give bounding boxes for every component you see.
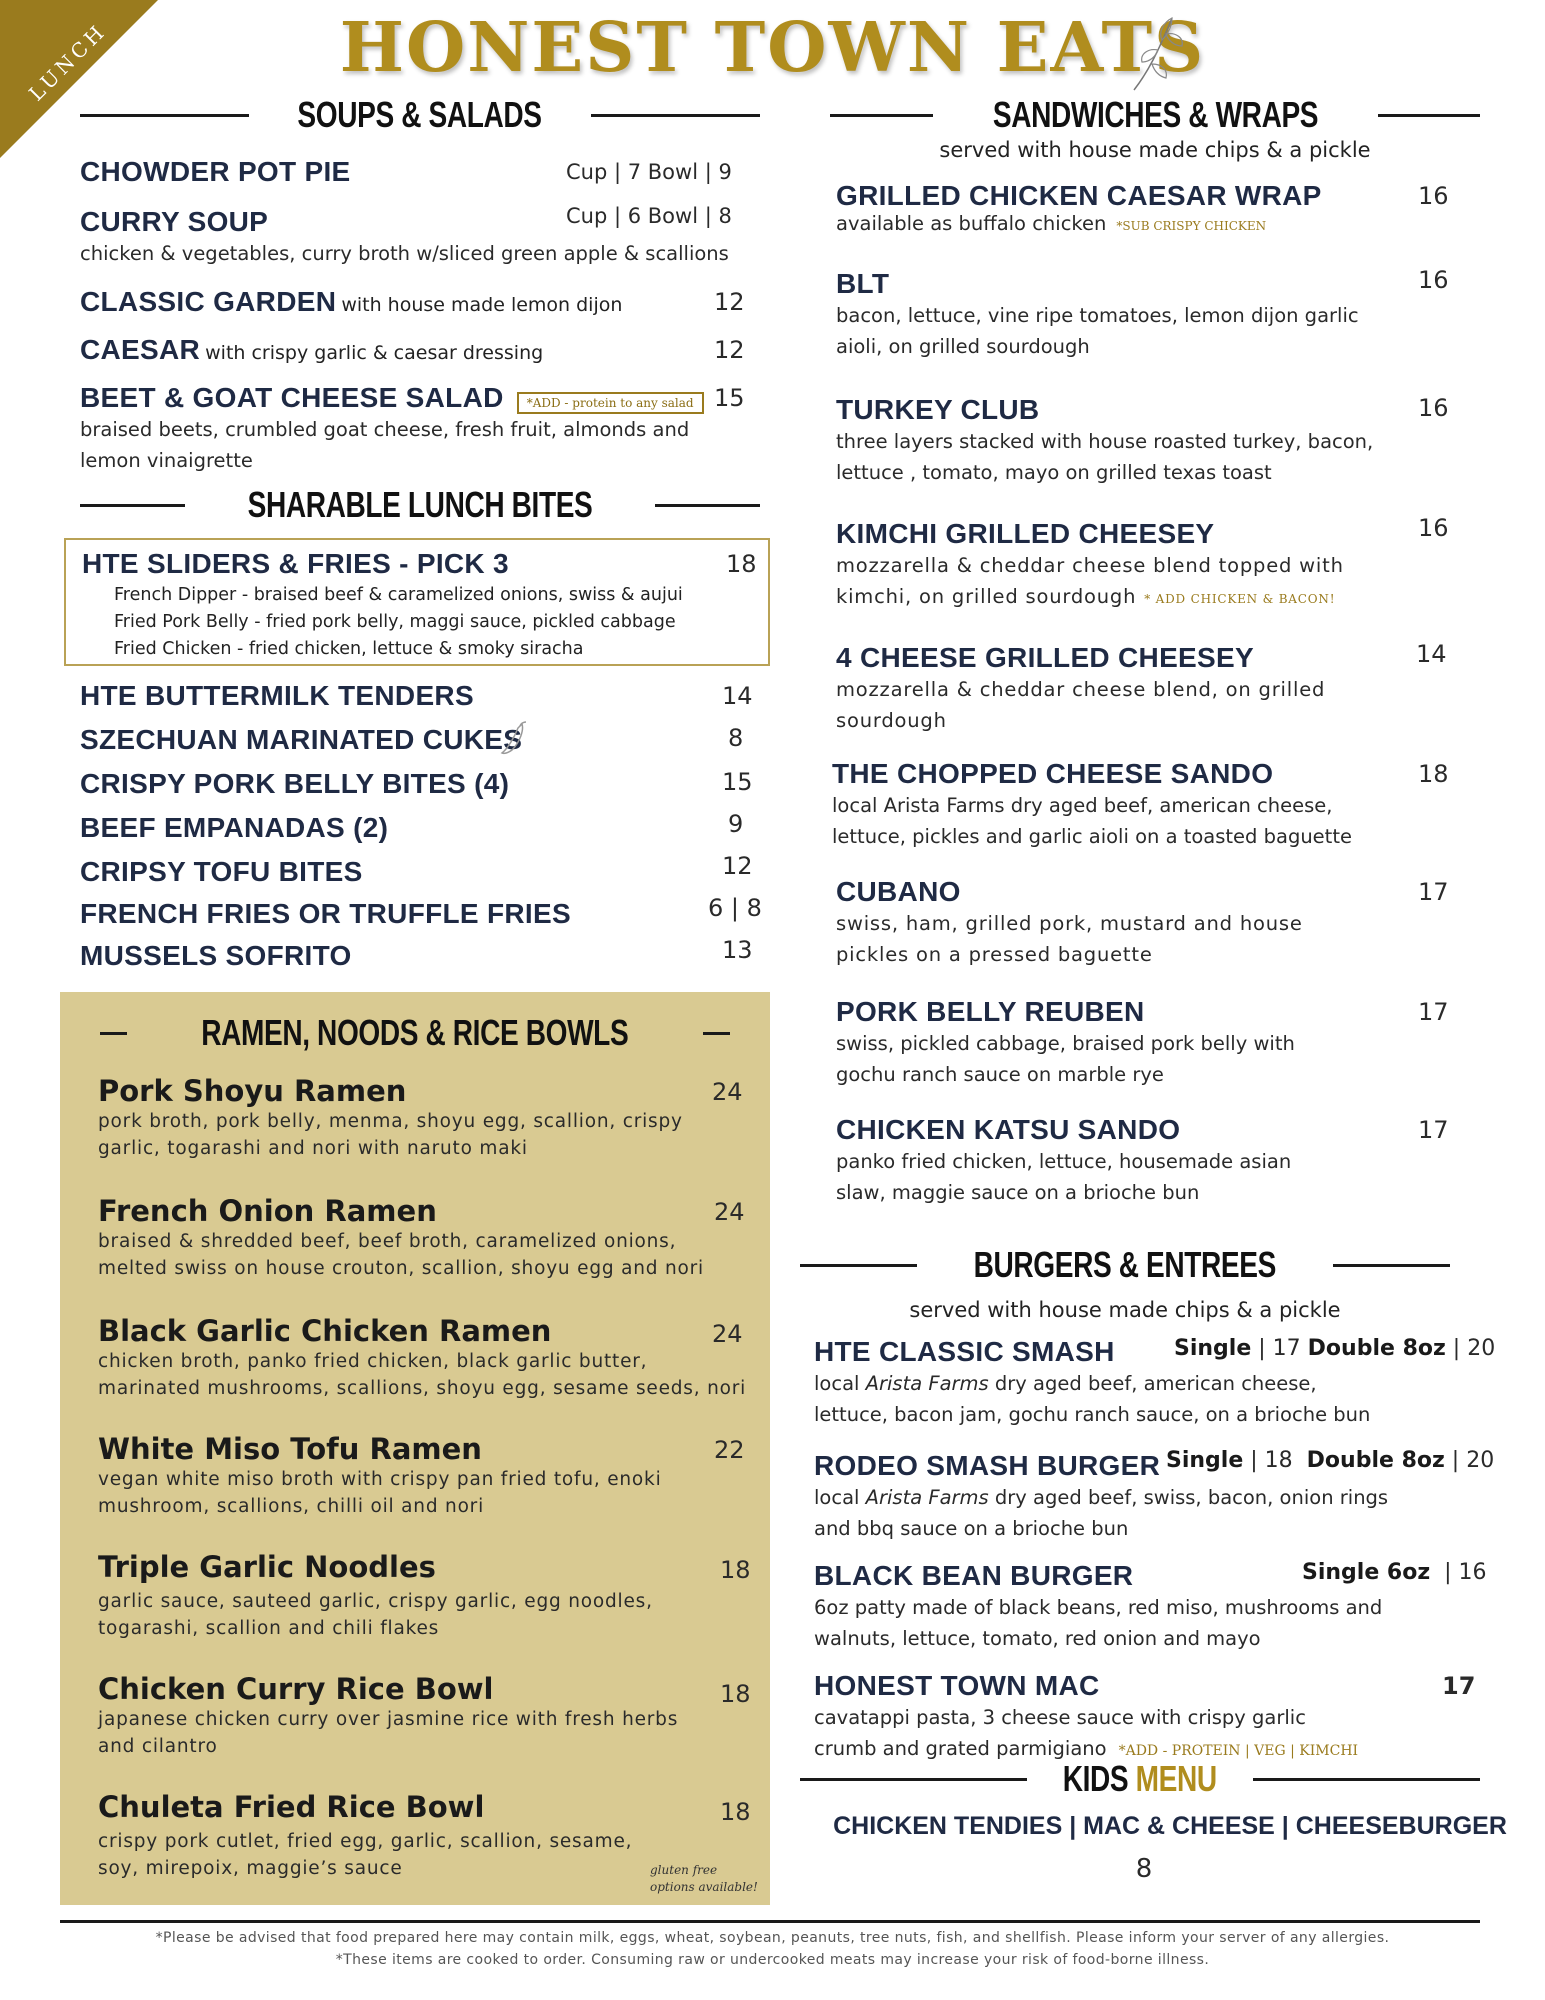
item-description: and cilantro (98, 1736, 218, 1757)
size-label: Double 8oz (1306, 1448, 1445, 1473)
divider (80, 504, 185, 507)
item-description: aioli, on grilled sourdough (836, 335, 1090, 358)
kids-items: CHICKEN TENDIES | MAC & CHEESE | CHEESEBURGER (833, 1812, 1507, 1840)
menu-item (80, 382, 704, 476)
item-description: dry aged beef, american cheese, (988, 1372, 1317, 1395)
bites-header (80, 484, 760, 526)
ramen-header (100, 1012, 730, 1054)
item-name: White Miso Tofu Ramen (98, 1432, 482, 1466)
item-name: HTE BUTTERMILK TENDERS (80, 680, 474, 711)
item-price: 18 (720, 1680, 751, 1708)
item-description: crumb and grated parmigiano (814, 1737, 1107, 1760)
item-price: 15 (722, 768, 753, 796)
item-description: dry aged beef, swiss, bacon, onion rings (988, 1486, 1389, 1509)
divider (591, 114, 760, 117)
item-description: mushroom, scallions, chilli oil and nori (98, 1496, 485, 1517)
item-description: local (814, 1486, 866, 1509)
item-name: HONEST TOWN MAC (814, 1670, 1100, 1701)
item-name: TURKEY CLUB (836, 394, 1040, 425)
item-price: 14 (1416, 640, 1447, 668)
item-description: chicken broth, panko fried chicken, black garlic butter, (98, 1351, 648, 1372)
item-description: garlic sauce, sauteed garlic, crispy garlic, egg noodles, (98, 1591, 653, 1612)
divider (1253, 1778, 1480, 1781)
item-price: 17 (1418, 998, 1449, 1026)
item-description: lettuce , tomato, mayo on grilled texas toast (836, 461, 1272, 484)
item-description: cavatappi pasta, 3 cheese sauce with crispy garlic (814, 1706, 1306, 1729)
menu-item (80, 334, 543, 366)
item-description: panko fried chicken, lettuce, housemade asian (836, 1150, 1292, 1173)
item-price: 15 (714, 384, 745, 412)
item-description: local Arista Farms dry aged beef, american cheese, (832, 794, 1333, 817)
item-price: 24 (712, 1078, 743, 1106)
item-price: 16 (1418, 266, 1449, 294)
item-sizes: Cup | 7 Bowl | 9 (566, 160, 732, 184)
slider-options (114, 582, 683, 663)
item-name: Triple Garlic Noodles (98, 1550, 436, 1584)
item-name: Chuleta Fried Rice Bowl (98, 1790, 485, 1824)
size-price: | 17 (1251, 1336, 1308, 1361)
footer-divider (60, 1920, 1480, 1923)
item-price: 12 (714, 288, 745, 316)
item-name: THE CHOPPED CHEESE SANDO (832, 758, 1274, 789)
section-title: SHARABLE LUNCH BITES (247, 484, 593, 525)
item-price: 14 (722, 682, 753, 710)
section-title: RAMEN, NOODS & RICE BOWLS (201, 1012, 629, 1053)
item-price: 18 (720, 1556, 751, 1584)
size-label: Double 8oz (1307, 1336, 1446, 1361)
item-description: melted swiss on house crouton, scallion, shoyu egg and nori (98, 1258, 704, 1279)
item-description: braised beets, crumbled goat cheese, fresh fruit, almonds and (80, 418, 690, 441)
item-description: braised & shredded beef, beef broth, caramelized onions, (98, 1231, 677, 1252)
item-name: BEEF EMPANADAS (2) (80, 812, 389, 843)
item-name: HTE SLIDERS & FRIES - PICK 3 (82, 548, 509, 579)
soups-header (80, 94, 760, 136)
item-price-options (1302, 1560, 1487, 1585)
menu-item (836, 642, 1325, 736)
divider (1333, 1264, 1450, 1267)
menu-item (80, 898, 571, 930)
herb-sprig-icon (1128, 12, 1188, 94)
item-name: GRILLED CHICKEN CAESAR WRAP (836, 180, 1322, 211)
item-name: PORK BELLY REUBEN (836, 996, 1145, 1027)
item-description: mozzarella & cheddar cheese blend, on grilled (836, 678, 1326, 701)
item-price: 16 (1418, 514, 1449, 542)
gluten-free-note-line: gluten free (650, 1863, 718, 1877)
menu-item (98, 1550, 653, 1642)
item-price: 18 (1418, 760, 1449, 788)
item-name: CHOWDER POT PIE (80, 156, 351, 187)
item-description: japanese chicken curry over jasmine rice with fresh herbs (98, 1709, 679, 1730)
item-price-options (1166, 1448, 1494, 1473)
menu-item (836, 180, 1322, 238)
kids-title: KIDS (1062, 1758, 1129, 1799)
item-description: swiss, pickled cabbage, braised pork belly with (836, 1032, 1295, 1055)
sliders-box (64, 538, 770, 666)
gluten-free-note-line: options available! (650, 1880, 758, 1894)
item-price: 18 (720, 1798, 751, 1826)
item-description: local (814, 1372, 866, 1395)
section-title: BURGERS & ENTREES (973, 1244, 1277, 1285)
item-description: slaw, maggie sauce on a brioche bun (836, 1181, 1200, 1204)
menu-item (80, 812, 388, 844)
item-inline-desc: with house made lemon dijon (341, 294, 623, 316)
item-price: 9 (728, 810, 744, 838)
item-description: soy, mirepoix, maggie’s sauce (98, 1858, 403, 1879)
menu-item (836, 996, 1295, 1090)
item-price: 12 (714, 336, 745, 364)
item-name: CUBANO (836, 876, 961, 907)
menu-item (98, 1672, 678, 1760)
section-title (1063, 1758, 1217, 1800)
item-note: *SUB CRISPY CHICKEN (1116, 219, 1267, 233)
gluten-free-note (650, 1862, 758, 1896)
section-subtitle: served with house made chips & a pickle (909, 1298, 1341, 1322)
divider (80, 114, 249, 117)
item-name: KIMCHI GRILLED CHEESEY (836, 518, 1215, 549)
item-name: BLACK BEAN BURGER (814, 1560, 1134, 1591)
raw-food-notice: *These items are cooked to order. Consuming raw or undercooked meats may increase your risk of food-borne illness. (335, 1952, 1210, 1968)
chili-pepper-icon (498, 720, 528, 756)
item-description: and bbq sauce on a brioche bun (814, 1517, 1129, 1540)
item-description: pork broth, pork belly, menma, shoyu egg, scallion, crispy (98, 1111, 683, 1132)
farm-name: Arista Farms (865, 1372, 989, 1395)
item-name: CAESAR (80, 334, 201, 365)
divider (100, 1032, 127, 1035)
section-title: SANDWICHES & WRAPS (992, 94, 1318, 135)
item-description: lemon vinaigrette (80, 449, 253, 472)
item-name: CLASSIC GARDEN (80, 286, 337, 317)
add-protein-badge: *ADD - protein to any salad (517, 392, 704, 414)
item-name: Black Garlic Chicken Ramen (98, 1314, 552, 1348)
divider (703, 1032, 730, 1035)
size-price: | 20 (1445, 1336, 1496, 1361)
item-name: SZECHUAN MARINATED CUKES (80, 724, 523, 755)
divider (830, 114, 933, 117)
size-label: Single (1174, 1336, 1252, 1361)
menu-item (98, 1790, 632, 1882)
item-sizes: Cup | 6 Bowl | 8 (566, 204, 732, 228)
item-description: togarashi, scallion and chili flakes (98, 1618, 440, 1639)
item-name: BEET & GOAT CHEESE SALAD (80, 382, 504, 413)
item-name: MUSSELS SOFRITO (80, 940, 352, 971)
item-description: garlic, togarashi and nori with naruto maki (98, 1138, 528, 1159)
item-price: 24 (712, 1320, 743, 1348)
item-name: BLT (836, 268, 890, 299)
sandwiches-header (830, 94, 1480, 136)
item-description: sourdough (836, 709, 947, 732)
item-price: 17 (1442, 1672, 1476, 1700)
item-price: 12 (722, 852, 753, 880)
burgers-header (800, 1244, 1450, 1286)
menu-item (80, 286, 622, 318)
menu-item (80, 856, 363, 888)
item-description: pickles on a pressed baguette (836, 943, 1153, 966)
slider-option: Fried Chicken - fried chicken, lettuce & smoky siracha (114, 639, 584, 659)
farm-name: Arista Farms (865, 1486, 989, 1509)
item-note: *ADD - PROTEIN | VEG | KIMCHI (1118, 1743, 1359, 1759)
menu-item (80, 680, 474, 712)
slider-option: Fried Pork Belly - fried pork belly, maggi sauce, pickled cabbage (114, 612, 676, 632)
item-description: mozzarella & cheddar cheese blend topped with (836, 554, 1344, 577)
menu-item (98, 1194, 704, 1282)
item-name: CRIPSY TOFU BITES (80, 856, 363, 887)
item-description: 6oz patty made of black beans, red miso, mushrooms and (814, 1596, 1383, 1619)
item-note: * ADD CHICKEN & BACON! (1144, 592, 1336, 606)
item-name: 4 CHEESE GRILLED CHEESEY (836, 642, 1254, 673)
item-description: marinated mushrooms, scallions, shoyu egg, sesame seeds, nori (98, 1378, 747, 1399)
size-price: | 18 (1243, 1448, 1307, 1473)
menu-item (98, 1432, 662, 1520)
size-label: Single (1166, 1448, 1244, 1473)
item-description: three layers stacked with house roasted turkey, bacon, (836, 430, 1374, 453)
menu-item (814, 1560, 1382, 1654)
item-price-options (1174, 1336, 1495, 1361)
item-price: 6 | 8 (708, 894, 762, 922)
divider (800, 1778, 1027, 1781)
size-price: | 20 (1444, 1448, 1495, 1473)
item-description: lettuce, bacon jam, gochu ranch sauce, on a brioche bun (814, 1403, 1371, 1426)
slider-option: French Dipper - braised beef & caramelized onions, swiss & aujui (114, 585, 683, 605)
restaurant-name: HONEST TOWN EATS (339, 8, 1206, 88)
item-name: HTE CLASSIC SMASH (814, 1336, 1115, 1367)
item-name: CURRY SOUP (80, 206, 269, 237)
corner-label: LUNCH (24, 18, 112, 106)
item-name: RODEO SMASH BURGER (814, 1450, 1161, 1481)
menu-item (836, 268, 1359, 362)
section-title: SOUPS & SALADS (297, 94, 543, 135)
menu-item (836, 394, 1373, 488)
item-name: CHICKEN KATSU SANDO (836, 1114, 1181, 1145)
menu-item (814, 1670, 1358, 1767)
item-price: 13 (722, 936, 753, 964)
item-price: 24 (714, 1198, 745, 1226)
item-price: 8 (728, 724, 744, 752)
item-price: 16 (1418, 182, 1449, 210)
menu-item (836, 1114, 1291, 1208)
item-description: vegan white miso broth with crispy pan fried tofu, enoki (98, 1469, 662, 1490)
item-description: gochu ranch sauce on marble rye (836, 1063, 1164, 1086)
menu-item (80, 940, 352, 972)
divider (800, 1264, 917, 1267)
item-price: 17 (1418, 878, 1449, 906)
menu-item (836, 518, 1344, 615)
item-description: chicken & vegetables, curry broth w/sliced green apple & scallions (80, 242, 729, 265)
item-inline-desc: with crispy garlic & caesar dressing (205, 342, 544, 364)
item-price: 22 (714, 1436, 745, 1464)
section-subtitle: served with house made chips & a pickle (939, 138, 1371, 162)
item-name: CRISPY PORK BELLY BITES (4) (80, 768, 510, 799)
item-name: Chicken Curry Rice Bowl (98, 1672, 494, 1706)
item-description: kimchi, on grilled sourdough (836, 585, 1137, 608)
item-description: swiss, ham, grilled pork, mustard and house (836, 912, 1303, 935)
item-description: lettuce, pickles and garlic aioli on a toasted baguette (832, 825, 1352, 848)
divider (1378, 114, 1481, 117)
item-name: French Onion Ramen (98, 1194, 437, 1228)
allergy-notice: *Please be advised that food prepared here may contain milk, eggs, wheat, soybean, peanuts, tree nuts, fish, and shellfish. Please inform your server of any allergies. (155, 1930, 1390, 1946)
item-price: 16 (1418, 394, 1449, 422)
divider (655, 504, 760, 507)
item-price: 18 (726, 550, 757, 578)
size-price: | 16 (1430, 1560, 1487, 1585)
menu-item (80, 724, 522, 756)
menu-item (836, 876, 1303, 970)
item-description: walnuts, lettuce, tomato, red onion and mayo (814, 1627, 1261, 1650)
menu-item (98, 1314, 746, 1402)
menu-item (98, 1074, 683, 1162)
menu-item (80, 768, 509, 800)
item-description: bacon, lettuce, vine ripe tomatoes, lemon dijon garlic (836, 304, 1359, 327)
kids-price: 8 (1135, 1854, 1153, 1884)
size-label: Single 6oz (1302, 1560, 1431, 1585)
kids-title-accent: MENU (1135, 1758, 1218, 1799)
item-name: Pork Shoyu Ramen (98, 1074, 407, 1108)
item-name: FRENCH FRIES OR TRUFFLE FRIES (80, 898, 571, 929)
menu-item (80, 156, 351, 188)
item-description: available as buffalo chicken (836, 212, 1107, 235)
item-price: 17 (1418, 1116, 1449, 1144)
kids-header (800, 1758, 1480, 1800)
menu-item (832, 758, 1352, 852)
item-description: crispy pork cutlet, fried egg, garlic, scallion, sesame, (98, 1831, 633, 1852)
